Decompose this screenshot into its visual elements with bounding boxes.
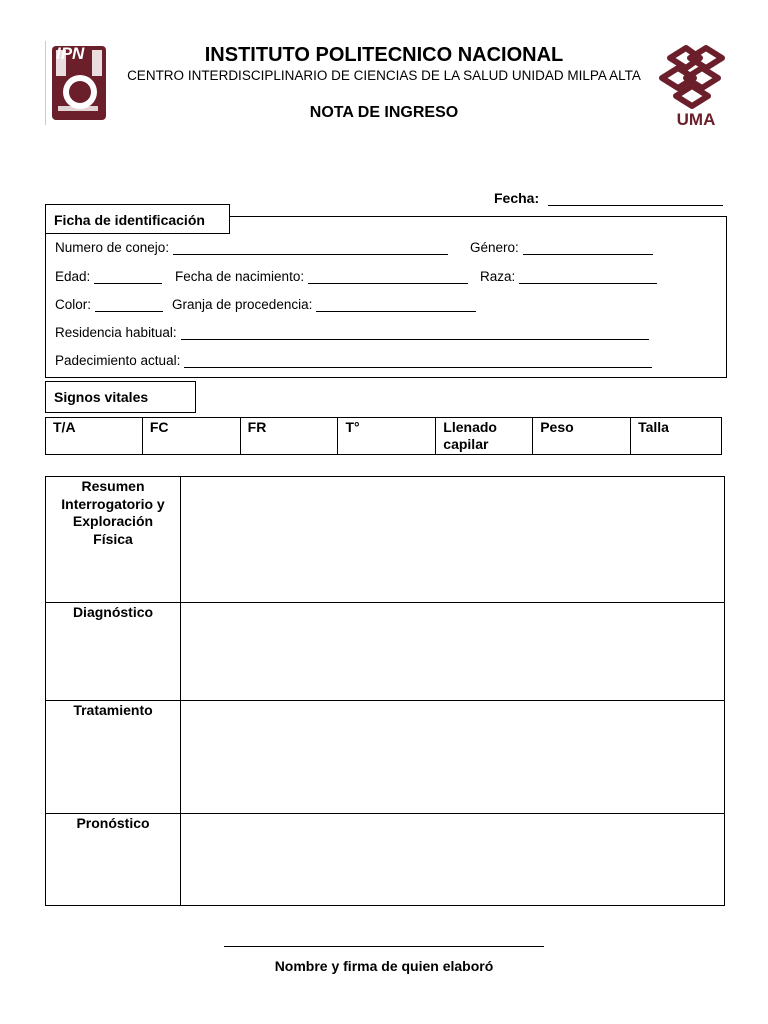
section-field-tratamiento[interactable] <box>181 701 725 814</box>
granja-field[interactable] <box>172 297 476 312</box>
fecha-nacimiento-label: Fecha de nacimiento: <box>175 269 305 284</box>
residencia-field[interactable] <box>55 325 649 340</box>
signature-line[interactable] <box>224 946 544 947</box>
genero-field[interactable] <box>470 240 653 255</box>
granja-label: Granja de procedencia: <box>172 297 313 312</box>
table-row <box>46 814 725 906</box>
raza-field[interactable] <box>480 269 657 284</box>
table-row <box>46 418 722 455</box>
signature-label: Nombre y firma de quien elaboró <box>274 958 494 974</box>
section-label-pronostico: Pronóstico <box>46 814 181 906</box>
table-row <box>46 701 725 814</box>
fecha-field[interactable] <box>548 205 723 206</box>
vital-cell-ta[interactable]: T/A <box>46 418 143 455</box>
raza-label: Raza: <box>480 269 516 284</box>
uma-logo-text: UMA <box>676 110 716 129</box>
table-row <box>46 477 725 603</box>
center-subtitle: CENTRO INTERDISCIPLINARIO DE CIENCIAS DE LA SALUD UNIDAD MILPA ALTA <box>127 68 641 83</box>
document-title: NOTA DE INGRESO <box>309 104 459 121</box>
table-row <box>46 603 725 701</box>
institution-title: INSTITUTO POLITECNICO NACIONAL <box>204 44 564 66</box>
section-field-resumen[interactable] <box>181 477 725 603</box>
color-label: Color: <box>55 297 92 312</box>
clinical-sections-table <box>45 476 725 906</box>
vital-cell-temperature[interactable]: T° <box>338 418 436 455</box>
residencia-label: Residencia habitual: <box>55 325 177 340</box>
section-label-resumen: Resumen Interrogatorio y Exploración Física <box>46 477 181 603</box>
section-label-diagnostico: Diagnóstico <box>46 603 181 701</box>
vital-cell-llenado-capilar[interactable]: Llenado capilar <box>436 418 533 455</box>
padecimiento-field[interactable] <box>55 353 652 368</box>
padecimiento-label: Padecimiento actual: <box>55 353 181 368</box>
section-field-pronostico[interactable] <box>181 814 725 906</box>
color-field[interactable] <box>55 297 163 312</box>
section-label-tratamiento: Tratamiento <box>46 701 181 814</box>
section-field-diagnostico[interactable] <box>181 603 725 701</box>
vital-cell-peso[interactable]: Peso <box>533 418 631 455</box>
vital-cell-fc[interactable]: FC <box>142 418 240 455</box>
numero-conejo-field[interactable] <box>55 240 448 255</box>
vital-cell-talla[interactable]: Talla <box>631 418 722 455</box>
edad-field[interactable] <box>55 269 162 284</box>
vital-signs-title: Signos vitales <box>45 381 196 413</box>
identification-title: Ficha de identificación <box>45 204 230 234</box>
ipn-logo-text: IPN <box>56 44 85 63</box>
fecha-nacimiento-field[interactable] <box>175 269 468 284</box>
genero-label: Género: <box>470 240 519 255</box>
vital-signs-table <box>45 417 722 455</box>
numero-conejo-label: Numero de conejo: <box>55 240 170 255</box>
vital-cell-fr[interactable]: FR <box>240 418 338 455</box>
edad-label: Edad: <box>55 269 91 284</box>
fecha-label: Fecha: <box>494 190 540 206</box>
